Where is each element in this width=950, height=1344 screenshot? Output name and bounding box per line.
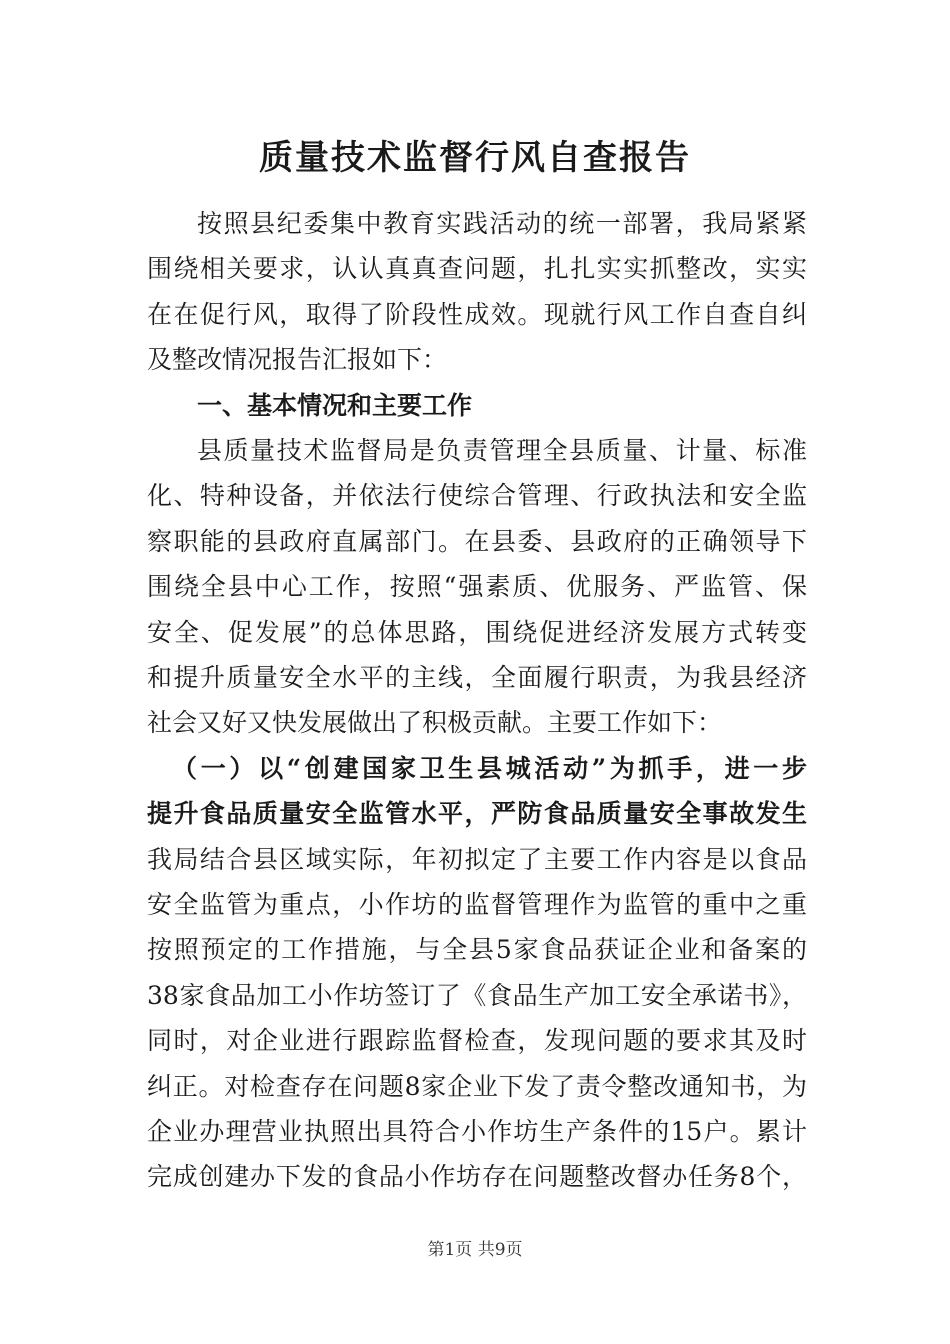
document-title: 质量技术监督行风自查报告 [259,138,691,178]
paragraph-line: 我局结合县区域实际，年初拟定了主要工作内容是以食品 [147,845,807,874]
paragraph-line: 和提升质量安全水平的主线，全面履行职责，为我县经济 [147,663,807,692]
paragraph-line: 38家食品加工小作坊签订了《食品生产加工安全承诺书》， [147,981,807,1010]
paragraph-line: 社会又好又快发展做出了积极贡献。主要工作如下： [147,708,723,737]
paragraph-line: 按照县纪委集中教育实践活动的统一部署，我局紧紧 [197,209,807,238]
paragraph-line: 安全、促发展”的总体思路，围绕促进经济发展方式转变 [147,618,807,647]
paragraph-line: 在在促行风，取得了阶段性成效。现就行风工作自查自纠 [147,300,807,329]
paragraph-line: 同时，对企业进行跟踪监督检查，发现问题的要求其及时 [147,1026,807,1055]
subsection-heading: 提升食品质量安全监管水平，严防食品质量安全事故发生 [147,799,807,828]
section-heading: 一、基本情况和主要工作 [197,391,473,420]
paragraph-line: 企业办理营业执照出具符合小作坊生产条件的15户。累计 [147,1117,807,1146]
paragraph-line: 按照预定的工作措施，与全县5家食品获证企业和备案的 [147,935,807,964]
paragraph-line: 及整改情况报告汇报如下： [147,345,448,374]
paragraph-line: 安全监管为重点，小作坊的监督管理作为监管的重中之重 [147,890,807,919]
paragraph-line: 县质量技术监督局是负责管理全县质量、计量、标准 [197,436,807,465]
subsection-heading: （一）以“创建国家卫生县城活动”为抓手，进一步 [172,754,807,783]
paragraph-line: 围绕全县中心工作，按照“强素质、优服务、严监管、保 [147,572,807,601]
paragraph-line: 围绕相关要求，认认真真查问题，扎扎实实抓整改，实实 [147,254,807,283]
paragraph-line: 化、特种设备，并依法行使综合管理、行政执法和安全监 [147,481,807,510]
paragraph-line: 察职能的县政府直属部门。在县委、县政府的正确领导下 [147,527,807,556]
paragraph-line: 纠正。对检查存在问题8家企业下发了责令整改通知书，为 [147,1072,807,1101]
paragraph-line: 完成创建办下发的食品小作坊存在问题整改督办任务8个， [147,1162,807,1191]
page-number-footer: 第1页 共9页 [427,1240,523,1260]
